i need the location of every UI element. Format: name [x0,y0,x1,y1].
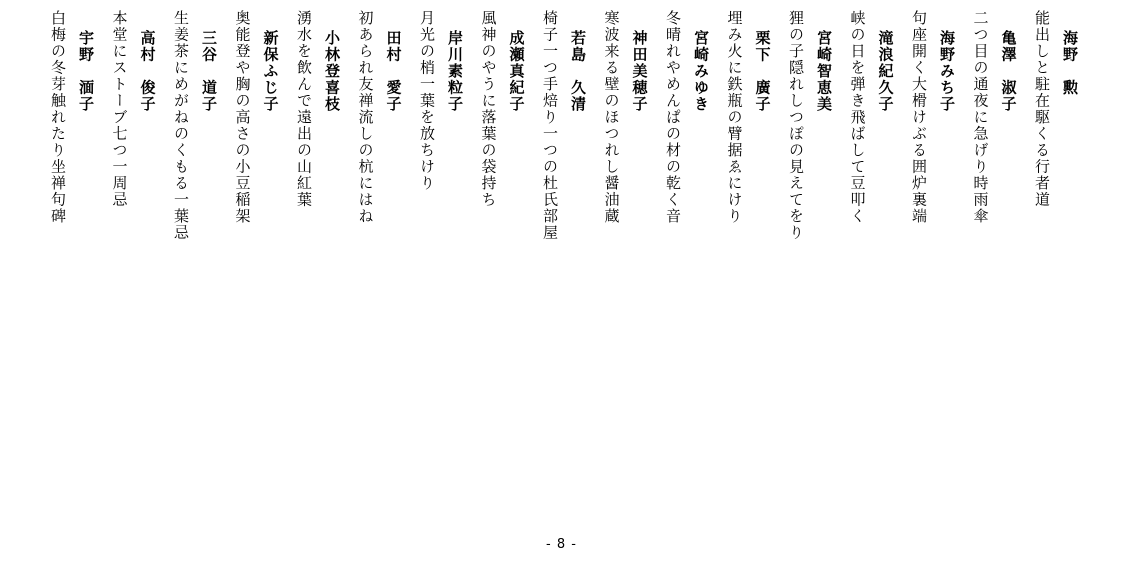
haiku-poem: 初あられ友禅流しの杭にはね [356,10,375,225]
haiku-author: 小林登喜枝 [323,30,341,113]
haiku-author: 海野 勲 [1061,30,1079,96]
haiku-author: 宇野 湎子 [77,30,95,113]
haiku-poem: 椅子一つ手焙り一つの杜氏部屋 [541,10,559,241]
haiku-poem: 句座開く大榾けぶる囲炉裏端 [910,10,928,225]
haiku-poem: 二つ目の通夜に急げり時雨傘 [971,10,990,225]
haiku-author: 亀澤 淑子 [999,30,1018,113]
haiku-author: 三谷 道子 [200,30,218,113]
haiku-poem: 狸の子隠れしつぽの見えてをり [787,10,805,241]
page-number: - 8 - [546,537,577,552]
haiku-poem: 白梅の冬芽触れたり坐禅句碑 [49,10,67,225]
haiku-author: 滝浪紀久子 [876,30,895,113]
haiku-poem: 風神のやうに落葉の袋持ち [479,10,498,208]
haiku-poem: 埋み火に鉄瓶の臂据ゑにけり [725,10,744,225]
haiku-author: 岸川素粒子 [446,30,464,113]
haiku-author: 若島 久清 [569,30,587,113]
haiku-poem: 峡の日を弾き飛ばして豆叩く [848,10,867,225]
haiku-author: 海野みち子 [938,30,956,113]
haiku-author: 高村 俊子 [138,30,157,113]
haiku-author: 新保ふじ子 [261,30,280,113]
haiku-author: 神田美穂子 [630,30,649,113]
haiku-poem: 本堂にストーブ七つ一周忌 [110,10,129,208]
haiku-poem: 能出しと駐在駆くる行者道 [1033,10,1051,208]
haiku-author: 田村 愛子 [384,30,403,113]
haiku-poem: 寒波来る壁のほつれし醤油蔵 [602,10,621,225]
haiku-poem: 冬晴れやめんぱの材の乾く音 [664,10,682,225]
haiku-author: 宮崎智恵美 [815,30,833,113]
haiku-author: 栗下 廣子 [753,30,772,113]
haiku-poem: 奥能登や胸の高さの小豆稲架 [233,10,252,225]
haiku-author: 成瀬真紀子 [507,30,526,113]
haiku-poem: 湧水を飲んで遠出の山紅葉 [295,10,313,208]
haiku-author: 宮崎みゆき [692,30,710,113]
haiku-poem: 生姜茶にめがねのくもる一葉忌 [172,10,190,241]
haiku-poem: 月光の梢一葉を放ちけり [418,10,436,192]
